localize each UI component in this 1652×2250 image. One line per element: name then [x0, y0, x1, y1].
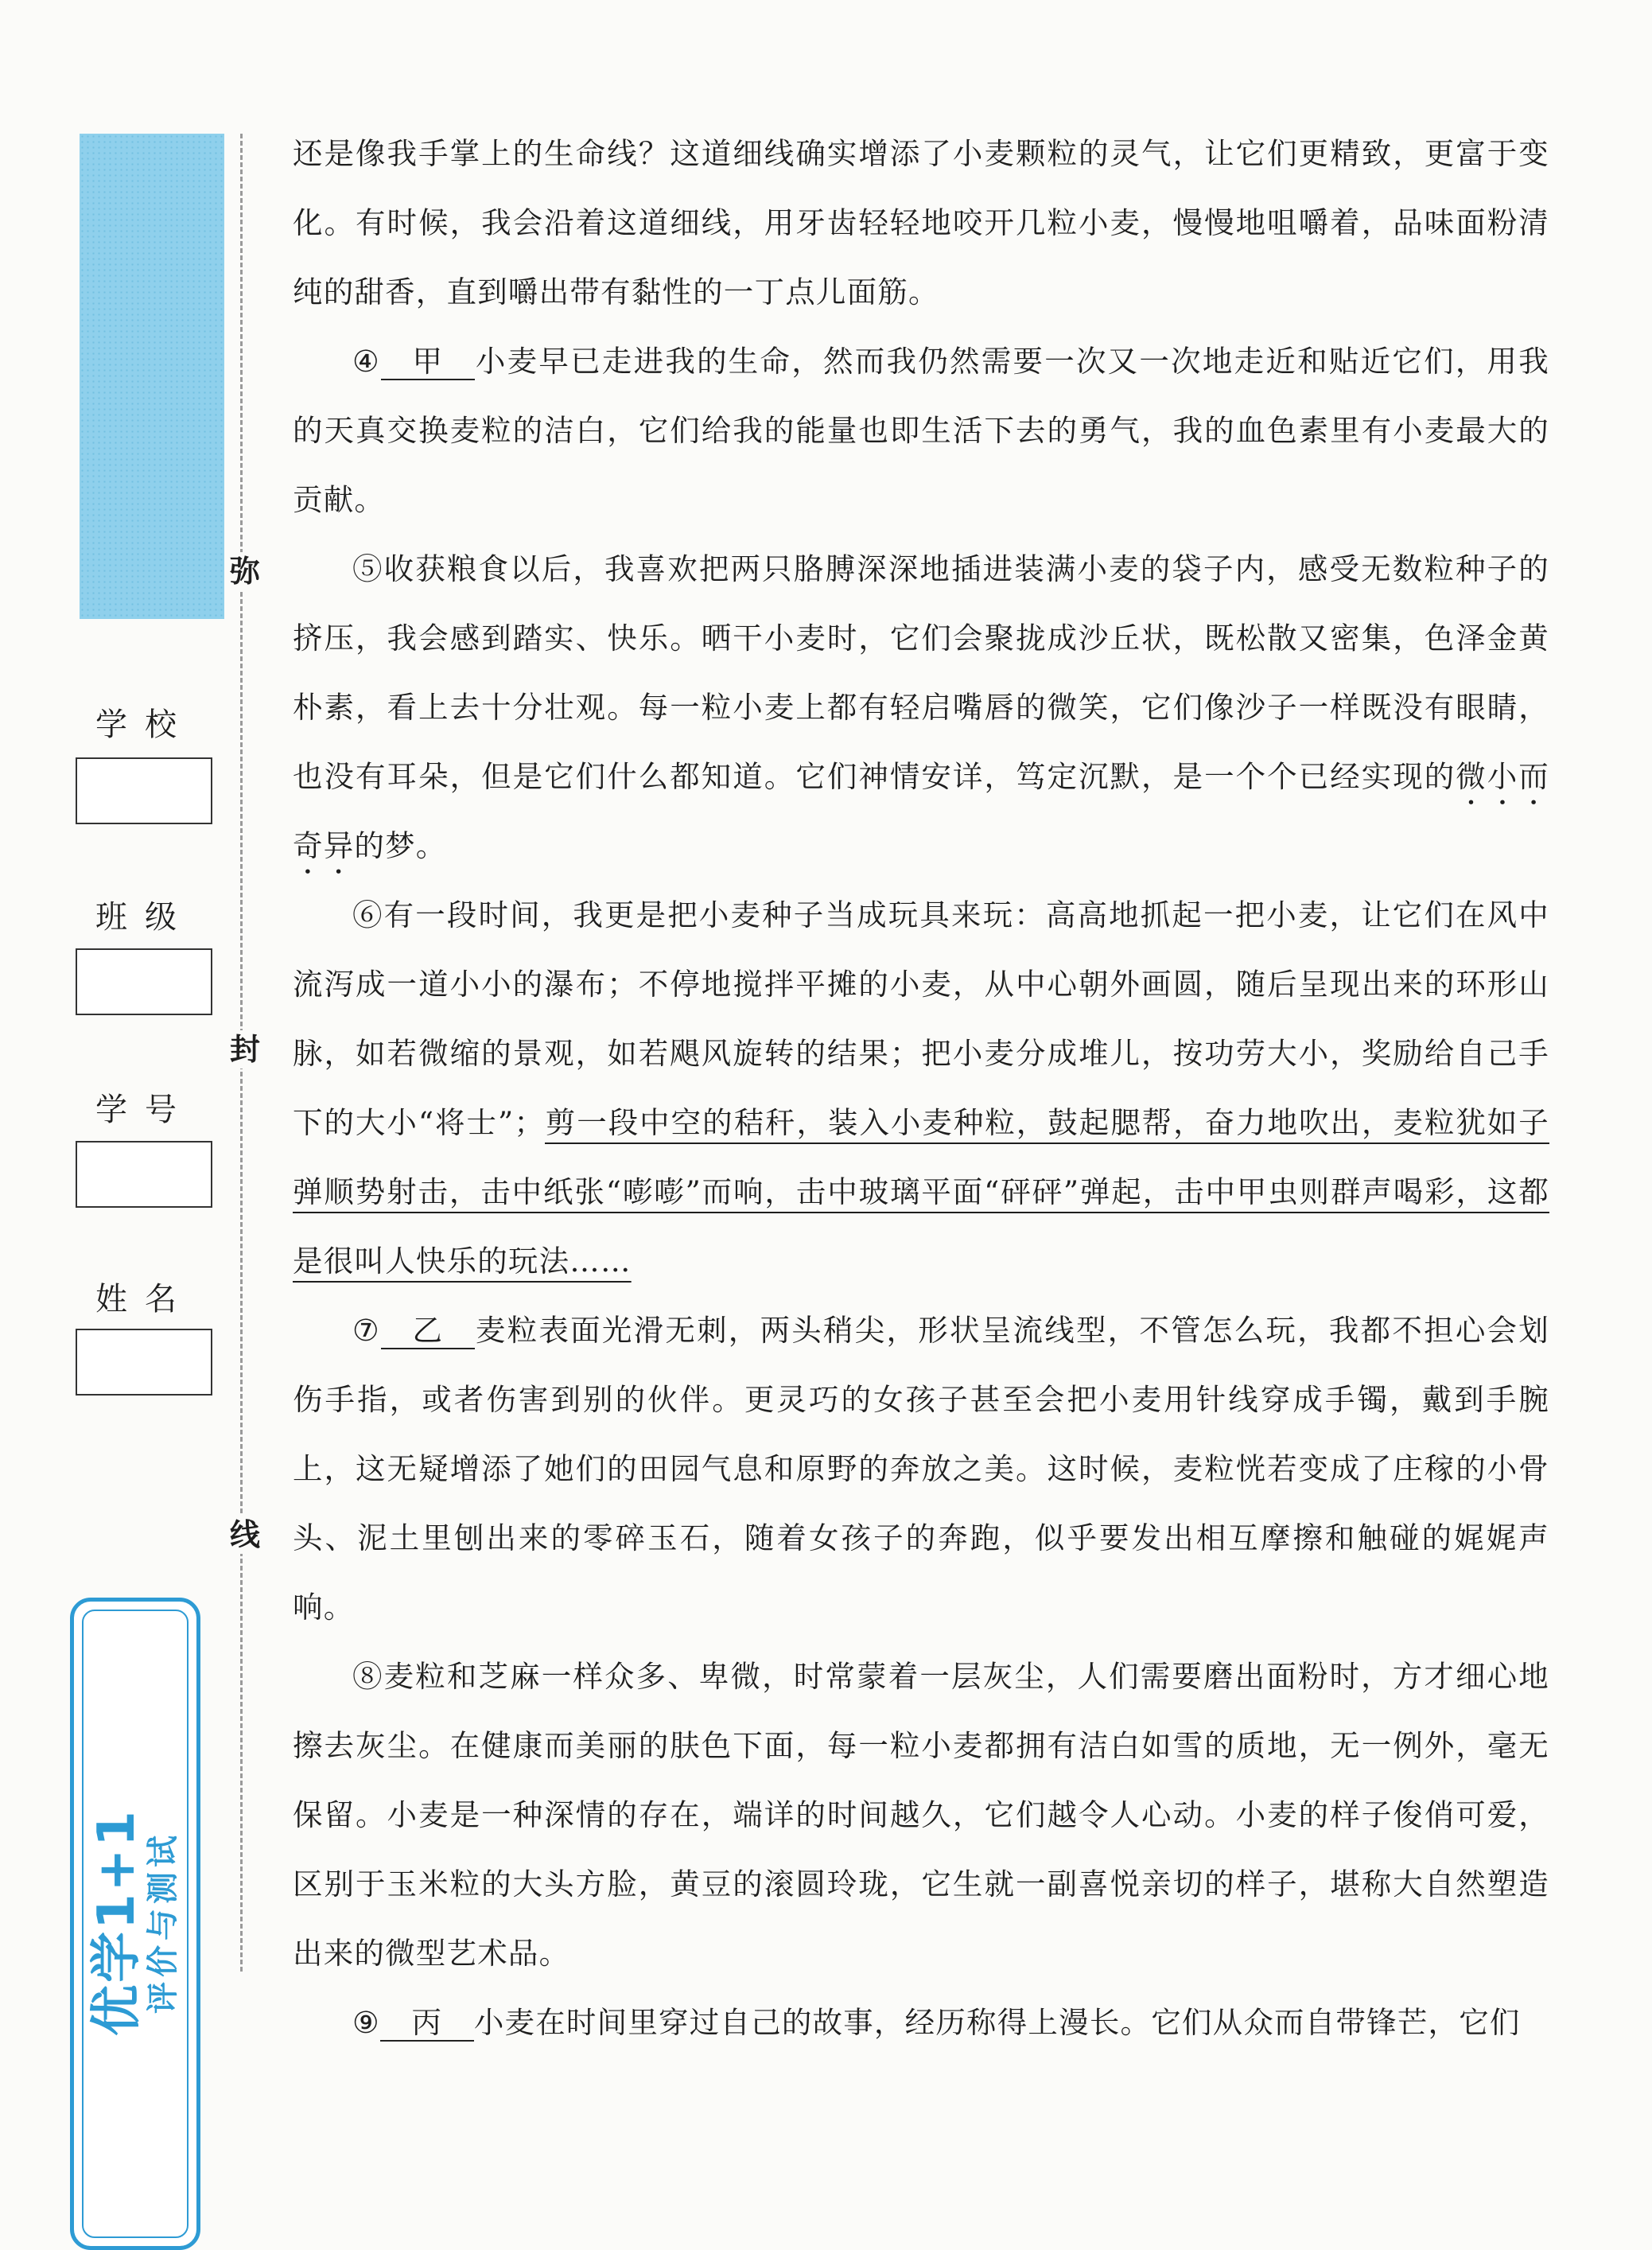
brand-sub-text: 评价与测试: [145, 1831, 181, 2014]
paragraph-number: ⑨: [352, 2005, 380, 2040]
brand-logo: [89, 1808, 181, 2036]
class-input-box[interactable]: [76, 948, 212, 1015]
paragraph-7-text: 麦粒表面光滑无刺，两头稍尖，形状呈流线型，不管怎么玩，我都不担心会划伤手指，或者伤害到别的伙伴。更灵巧的女孩子甚至会把小麦用针线穿成手镯，戴到手腕上，这无疑增添了她们的田园气息和原野的奔放之美。这时候，麦粒恍若变成了庄稼的小骨头、泥土里刨出来的零碎玉石，随着女孩子的奔跑，似乎要发出相互摩擦和触碰的娓娓声响。: [293, 1313, 1549, 1625]
paragraph-number: ⑦: [352, 1313, 381, 1348]
class-label: 班级: [95, 899, 194, 936]
paragraph-8: ⑧麦粒和芝麻一样众多、卑微，时常蒙着一层灰尘，人们需要磨出面粉时，方才细心地擦去灰尘。在健康而美丽的肤色下面，每一粒小麦都拥有洁白如雪的质地，无一例外，毫无保留。小麦是一种深情的存在，端详的时间越久，它们越令人心动。小麦的样子俊俏可爱，区别于玉米粒的大头方脸，黄豆的滚圆玲珑，它生就一副喜悦亲切的样子，堪称大自然塑造出来的微型艺术品。: [293, 1659, 1549, 1971]
paragraph-3-continued: 还是像我手掌上的生命线？这道细线确实增添了小麦颗粒的灵气，让它们更精致，更富于变化。有时候，我会沿着这道细线，用牙齿轻轻地咬开几粒小麦，慢慢地咀嚼着，品味面粉清纯的甜香，直到嚼出带有黏性的一丁点儿面筋。: [293, 136, 1549, 309]
paragraph-9: [293, 1988, 1549, 2057]
paragraph-9-text: 小麦在时间里穿过自己的故事，经历称得上漫长。它们从众而自带锋芒，它们: [473, 2005, 1521, 2040]
paragraph-5-text: ⑤收获粮食以后，我喜欢把两只胳膊深深地插进装满小麦的袋子内，感受无数粒种子的挤压，我会感到踏实、快乐。晒干小麦时，它们会聚拢成沙丘状，既松散又密集，色泽金黄朴素，看上去十分壮观。每一粒小麦上都有轻启嘴唇的微笑，它们像沙子一样既没有眼睛，也没有耳朵，但是它们什么都知道。它们神情安详，笃定沉默，是一个个已经实现的: [293, 551, 1549, 794]
student-number-input-box[interactable]: [76, 1141, 212, 1208]
blank-yi[interactable]: 乙: [381, 1313, 475, 1349]
paragraph-4-text: 小麦早已走进我的生命，然而我仍然需要一次又一次地走近和贴近它们，用我的天真交换麦粒的洁白，它们给我的能量也即生活下去的勇气，我的血色素里有小麦最大的贡献。: [293, 344, 1549, 517]
paragraph-6-text: ⑥有一段时间，我更是把小麦种子当成玩具来玩：高高地抓起一把小麦，让它们在风中流泻成一道小小的瀑布；不停地搅拌平摊的小麦，从中心朝外画圆，随后呈现出来的环形山脉，如若微缩的景观，如若飓风旋转的结果；把小麦分成堆儿，按功劳大小，奖励给自己手下的大小“将士”；: [293, 897, 1549, 1140]
name-input-box[interactable]: [76, 1329, 212, 1396]
brand-main-text: 优学1+1: [87, 1808, 146, 2036]
school-input-box[interactable]: [76, 757, 212, 824]
dotted-phrase: 微小而奇异: [293, 759, 1549, 863]
paragraph-5: [293, 535, 1549, 881]
underlined-sentence: 剪一段中空的秸秆，装入小麦种粒，鼓起腮帮，奋力地吹出，麦粒犹如子弹顺势射击，击中纸张“嘭嘭”而响，击中玻璃平面“砰砰”弹起，击中甲虫则群声喝彩，这都是很叫人快乐的玩法……: [293, 1105, 1549, 1279]
name-label: 姓名: [95, 1281, 194, 1318]
seal-char-xian: 线: [226, 1516, 264, 1554]
seal-char-feng: 封: [226, 1030, 264, 1069]
blank-jia[interactable]: 甲: [381, 344, 475, 380]
paragraph-number: ④: [352, 344, 381, 379]
seal-char-mi: 弥: [226, 552, 264, 590]
paragraph-4: [293, 327, 1549, 535]
school-label: 学校: [95, 707, 194, 743]
paragraph-6: [293, 881, 1549, 1296]
decorative-blue-block: [80, 134, 224, 619]
reading-passage: [293, 119, 1549, 2057]
student-number-label: 学号: [95, 1092, 194, 1128]
blank-bing[interactable]: 丙: [380, 2005, 474, 2042]
paragraph-7: [293, 1296, 1549, 1642]
paragraph-5-end: 的梦。: [354, 828, 447, 863]
